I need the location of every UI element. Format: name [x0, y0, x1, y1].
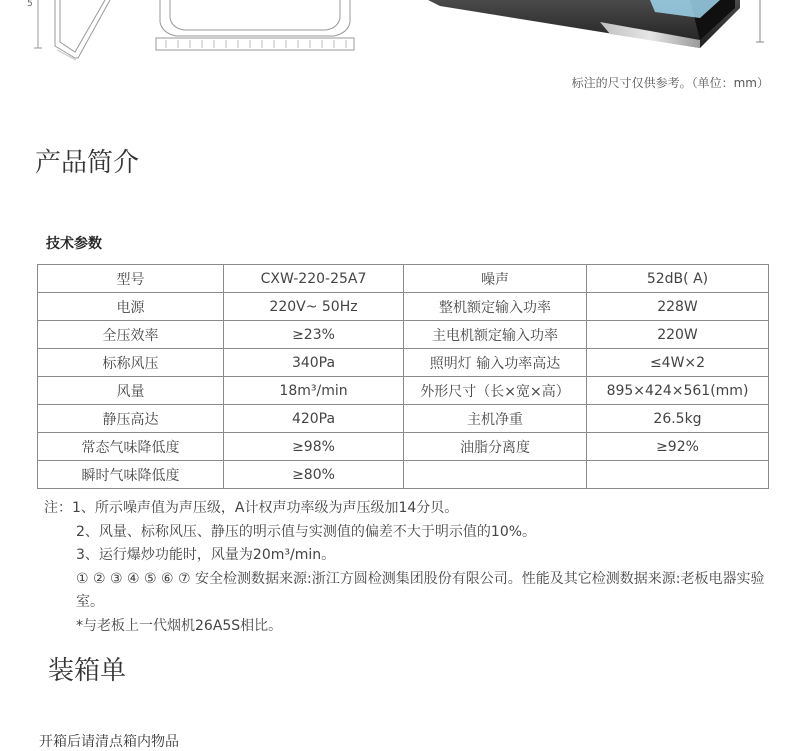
spec-value: 340Pa [224, 349, 404, 377]
note-line: 注：1、所示噪声值为声压级，A计权声功率级为声压级加14分贝。 [44, 500, 459, 516]
spec-value [587, 461, 769, 489]
spec-label: 风量 [38, 377, 224, 405]
spec-label: 主电机额定输入功率 [404, 321, 587, 349]
hood-top-view-drawing [156, 0, 354, 50]
note-line: ① ② ③ ④ ⑤ ⑥ ⑦ 安全检测数据来源:浙江方圆检测集团股份有限公司。性能及其它检测数据来源:老板电器实验室。 [76, 570, 765, 610]
spec-label: 标称风压 [38, 349, 224, 377]
spec-value: 220W [587, 321, 769, 349]
dimension-label: 5 [27, 0, 33, 9]
spec-value: 420Pa [224, 405, 404, 433]
packing-list-subtitle: 开箱后请清点箱内物品 [39, 734, 179, 750]
table-row [38, 321, 769, 349]
spec-label: 型号 [38, 265, 224, 293]
note-line: *与老板上一代烟机26A5S相比。 [76, 617, 283, 634]
spec-value: 220V~ 50Hz [224, 293, 404, 321]
spec-label: 油脂分离度 [404, 433, 587, 461]
hood-product-photo [428, 0, 764, 48]
spec-value: 895×424×561(mm) [587, 377, 769, 405]
spec-value: 228W [587, 293, 769, 321]
section-title-intro: 产品简介 [35, 148, 140, 178]
table-row [38, 433, 769, 461]
spec-value: ≥80% [224, 461, 404, 489]
spec-table [37, 264, 769, 489]
note-line: 2、风量、标称风压、静压的明示值与实测值的偏差不大于明示值的10%。 [76, 523, 537, 540]
table-row [38, 377, 769, 405]
spec-label: 常态气味降低度 [38, 433, 224, 461]
table-row [38, 293, 769, 321]
spec-label: 照明灯 输入功率高达 [404, 349, 587, 377]
spec-label: 瞬时气味降低度 [38, 461, 224, 489]
table-row [38, 349, 769, 377]
spec-value: 26.5kg [587, 405, 769, 433]
dimension-note: 标注的尺寸仅供参考。（单位：mm） [571, 76, 769, 90]
spec-label: 全压效率 [38, 321, 224, 349]
spec-value: 52dB( A) [587, 265, 769, 293]
spec-label: 静压高达 [38, 405, 224, 433]
spec-value: ≥98% [224, 433, 404, 461]
spec-label: 外形尺寸（长×宽×高） [404, 377, 587, 405]
spec-label: 噪声 [404, 265, 587, 293]
tech-specs-title: 技术参数 [46, 236, 102, 252]
section-title-packing-list: 装箱单 [48, 656, 127, 686]
note-line: 3、运行爆炒功能时，风量为20m³/min。 [76, 547, 336, 563]
spec-label: 整机额定输入功率 [404, 293, 587, 321]
table-row [38, 265, 769, 293]
spec-value: ≤4W×2 [587, 349, 769, 377]
spec-value: 18m³/min [224, 377, 404, 405]
spec-value: ≥92% [587, 433, 769, 461]
table-row [38, 461, 769, 489]
table-row [38, 405, 769, 433]
spec-label: 电源 [38, 293, 224, 321]
spec-label [404, 461, 587, 489]
spec-label: 主机净重 [404, 405, 587, 433]
spec-value: CXW-220-25A7 [224, 265, 404, 293]
spec-notes [44, 497, 774, 638]
hood-side-view-drawing [34, 0, 110, 60]
spec-value: ≥23% [224, 321, 404, 349]
